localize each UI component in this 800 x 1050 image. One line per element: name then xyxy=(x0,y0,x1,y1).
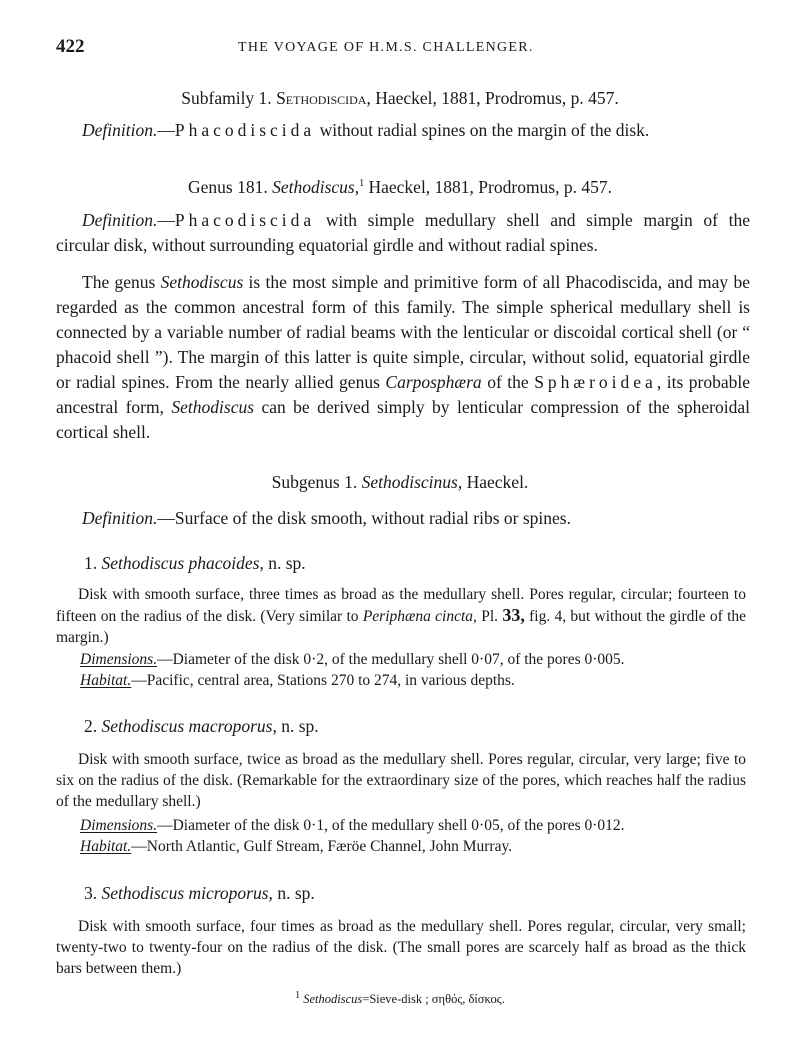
subgenus-heading xyxy=(0,472,800,493)
dimensions-label: Dimensions. xyxy=(80,817,158,834)
definition-text: —Surface of the disk smooth, without radial ribs or spines. xyxy=(157,508,571,528)
subgenus-definition xyxy=(82,508,571,529)
species-habitat xyxy=(80,670,515,691)
species-dimensions xyxy=(80,815,625,836)
footnote xyxy=(0,989,800,1007)
species-name: Sethodiscus phacoides, xyxy=(101,553,264,573)
species-number: 2. xyxy=(84,716,98,736)
species-heading xyxy=(84,716,319,737)
text-run: Disk with smooth surface, three times as broad as the medullary shell. Pores regular, circular; fourteen to fifteen on the radius of the disk. (Very similar to xyxy=(56,586,746,625)
text-run: fig. 4, but without the girdle of the margin.) xyxy=(56,608,747,646)
subfamily-heading xyxy=(0,88,800,109)
definition-text: with simple medullary shell and simple margin of the circular disk, without surrounding equatorial girdle and without radial spines. xyxy=(56,210,750,255)
species-heading xyxy=(84,883,315,904)
definition-dash: — xyxy=(157,210,175,230)
genus-footnote-mark: 1 xyxy=(359,178,365,190)
definition-group: Phacodiscida xyxy=(174,120,316,140)
footnote-text: =Sieve-disk ; σηθός, δίσκος. xyxy=(362,992,505,1006)
subgenus-name: Sethodiscinus, xyxy=(361,472,463,492)
definition-text: without radial spines on the margin of the disk. xyxy=(315,120,650,140)
genus-italic: Carposphæra xyxy=(385,372,482,392)
definition-label: Definition. xyxy=(82,120,158,140)
habitat-label: Habitat. xyxy=(80,838,132,855)
subfamily-prefix: Subfamily 1. xyxy=(181,88,272,108)
genus-name: Sethodiscus, xyxy=(272,177,360,197)
genus-citation: Haeckel, 1881, Prodromus, p. 457. xyxy=(364,177,612,197)
text-run: is the most simple and primitive form of all Phacodiscida, and may be regarded as the common ancestral form of this family. The simple spherical medullary shell is connected by a variable number of radial beams with the lenticular or discoidal cortical shell (or “ phacoid shell ”). The margin of this latter is quite simple, circular, without solid, equatorial girdle or radial spines. From the nearly allied genus xyxy=(56,272,750,392)
text-run: of the xyxy=(481,372,535,392)
genus-prefix: Genus 181. xyxy=(188,177,268,197)
species-number: 1. xyxy=(84,553,98,573)
running-title: THE VOYAGE OF H.M.S. CHALLENGER. xyxy=(238,40,534,55)
text-run: , its probable ancestral form, xyxy=(56,372,750,417)
reference-species: Periphæna cincta, xyxy=(362,608,477,625)
species-status: n. sp. xyxy=(263,553,306,573)
dimensions-label: Dimensions. xyxy=(80,651,158,668)
species-name: Sethodiscus macroporus, xyxy=(101,716,277,736)
species-description: Disk with smooth surface, twice as broad as the medullary shell. Pores regular, circular, very large; five to six on the radius of the disk. (Remarkable for the extraordinary size of the pores, which reaches half the radius of the medullary shell.) xyxy=(56,751,746,810)
definition-group: Phacodiscida xyxy=(174,210,316,230)
species-name: Sethodiscus microporus, xyxy=(101,883,273,903)
species-status: n. sp. xyxy=(276,716,319,736)
subgenus-author: Haeckel. xyxy=(462,472,529,492)
text-run: Pl. xyxy=(476,608,503,625)
species-description xyxy=(56,584,746,648)
genus-description xyxy=(56,270,750,445)
subfamily-name: Sethodiscida xyxy=(276,88,367,108)
subfamily-citation: , Haeckel, 1881, Prodromus, p. 457. xyxy=(366,88,619,108)
dimensions-text: —Diameter of the disk 0·2, of the medullary shell 0·07, of the pores 0·005. xyxy=(157,651,625,668)
definition-dash: — xyxy=(157,120,175,140)
text-run: can be derived simply by lenticular compression of the spheroidal cortical shell. xyxy=(56,397,750,442)
footnote-mark: 1 xyxy=(295,989,301,1001)
species-habitat xyxy=(80,836,512,857)
species-status: n. sp. xyxy=(272,883,315,903)
genus-definition xyxy=(56,208,750,258)
plate-number: 33, xyxy=(502,605,525,625)
footnote-term: Sethodiscus xyxy=(303,992,363,1006)
group-spaced: Sphæroidea xyxy=(534,372,657,392)
species-number: 3. xyxy=(84,883,98,903)
habitat-label: Habitat. xyxy=(80,672,132,689)
species-description: Disk with smooth surface, four times as broad as the medullary shell. Pores regular, circular, very small; twenty-two to twenty-four on the radius of the disk. (The small pores are scarcely half as broad as the thick bars between them.) xyxy=(56,918,746,977)
genus-italic: Sethodiscus xyxy=(171,397,255,417)
species-dimensions xyxy=(80,649,625,670)
definition-label: Definition. xyxy=(82,508,158,528)
dimensions-text: —Diameter of the disk 0·1, of the medullary shell 0·05, of the pores 0·012. xyxy=(157,817,625,834)
page-number: 422 xyxy=(56,36,85,57)
habitat-text: —North Atlantic, Gulf Stream, Færöe Channel, John Murray. xyxy=(131,838,513,855)
genus-italic: Sethodiscus xyxy=(160,272,244,292)
species-heading xyxy=(84,553,306,574)
habitat-text: —Pacific, central area, Stations 270 to 274, in various depths. xyxy=(131,672,515,689)
subgenus-prefix: Subgenus 1. xyxy=(271,472,358,492)
definition-label: Definition. xyxy=(82,210,158,230)
genus-heading xyxy=(0,177,800,198)
subfamily-definition xyxy=(82,120,649,141)
text-run: The genus xyxy=(82,272,161,292)
